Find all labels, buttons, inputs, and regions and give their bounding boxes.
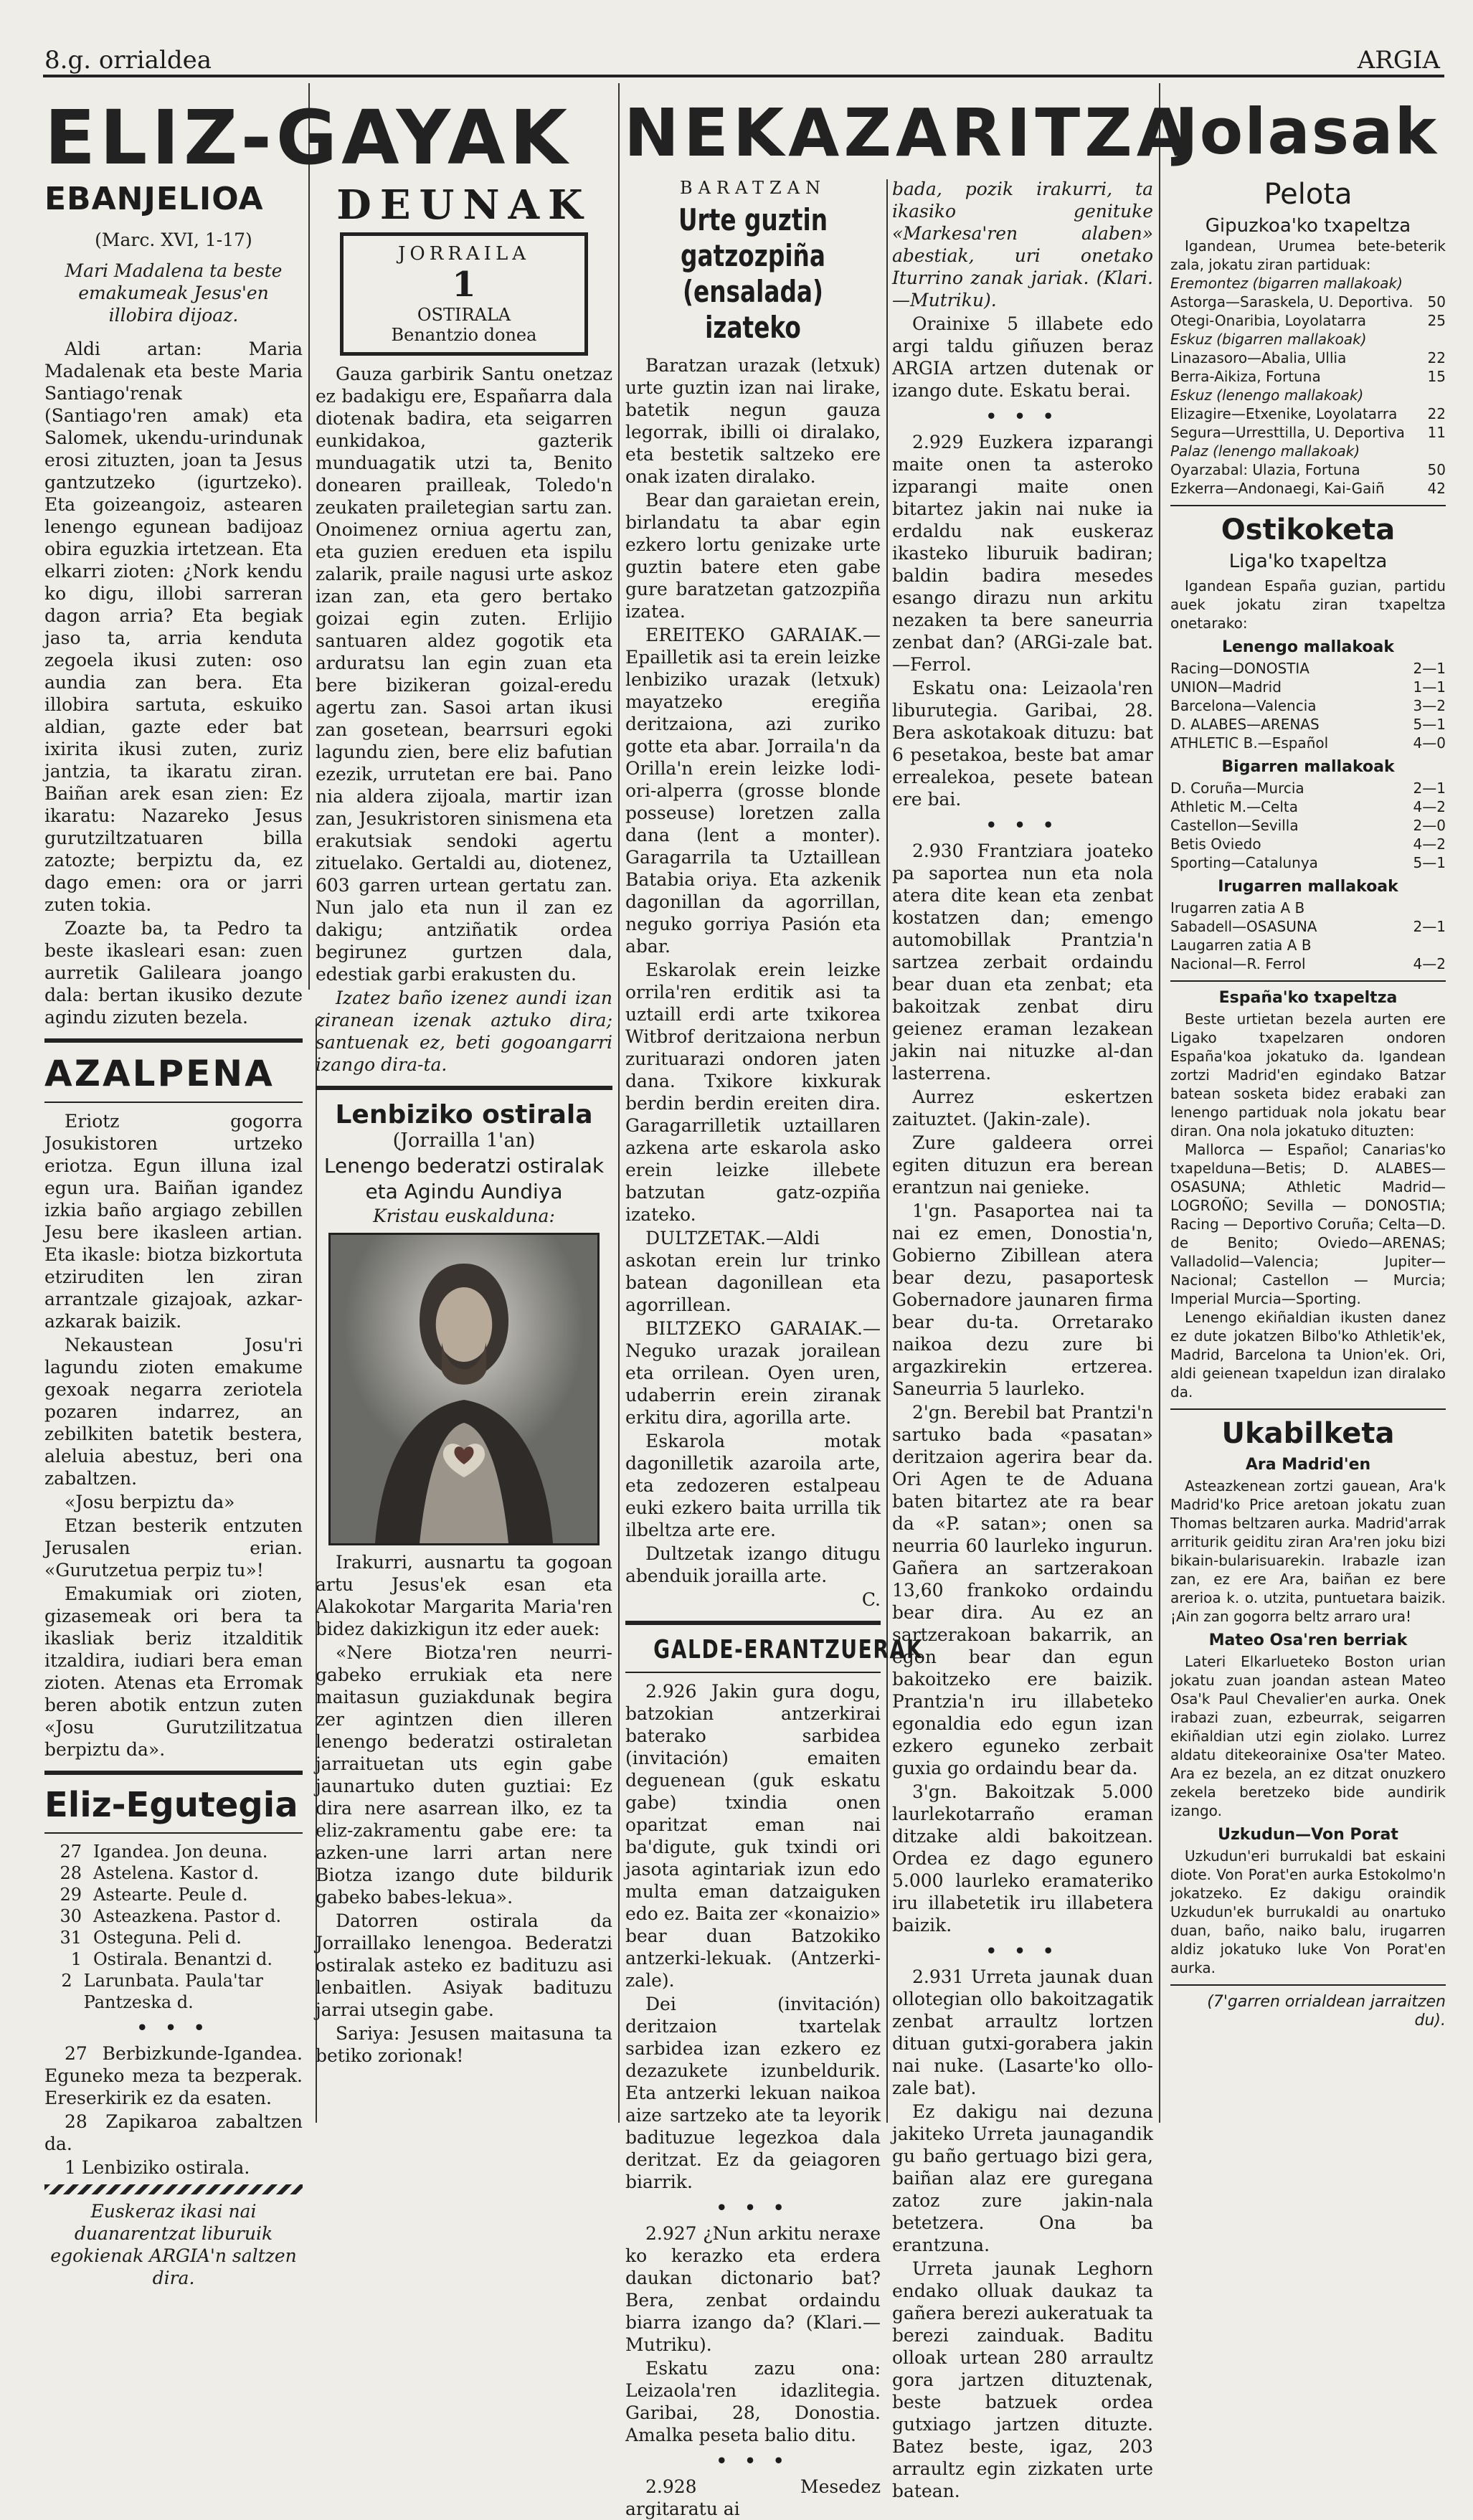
pelota-group: Eskuz (lenengo mallakoak)	[1170, 387, 1364, 404]
baratzan-paragraph: BILTZEKO GARAIAK.—Neguko urazak jorailean eta orrilean. Oyen uren, udaberrin erein ziranak erkitu dira, agorilla arte.	[625, 1318, 881, 1428]
ornament-dots: • • •	[716, 2450, 790, 2471]
azalpena-paragraph: Etzan besterik entzuten Jerusalen erian. «Gurutzetua perpiz tu»!	[44, 1515, 303, 1581]
section-divider	[1170, 505, 1446, 506]
pelota-group: Eskuz (bigarren mallakoak)	[1170, 331, 1367, 348]
result-row: Oyarzabal: Ulazia, Fortuna 50	[1170, 461, 1446, 478]
ostikoketa-subheading: Liga'ko txapeltza	[1228, 551, 1388, 572]
column-rule-1	[308, 83, 310, 990]
column-footer-note: Euskeraz ikasi nai duanarentzat liburuik egokienak ARGIA'n saltzen dira.	[50, 2201, 297, 2288]
page-number-label: 8.g. orrialdea	[44, 46, 212, 75]
league-heading: Bigarren mallakoak	[1221, 758, 1395, 776]
league-group: Irugarren zatia A B	[1170, 899, 1305, 916]
gospel-intro: Mari Madalena ta beste emakumeak Jesus'en illobira dijoaz.	[65, 260, 283, 326]
section-divider	[625, 1672, 881, 1673]
qa-paragraph: Dei (invitación) deritzaion txartelak sarbidea izan ezkero ez dezazukete izunbeldurik. Eta antzerki lekuan naikoa aize sartzeko ate ta leyorik badituzue legezkoa dala deritzat. Ez da geiagoren biarrik.	[625, 1994, 881, 2192]
banner-eliz-gayak: ELIZ-GAYAK	[44, 94, 572, 181]
masthead-brand: ARGIA	[1357, 46, 1440, 75]
calendar-row: 1 Ostirala. Benantzi d.	[70, 1949, 273, 1969]
header-rule	[43, 75, 1444, 77]
ornament-dots: • • •	[716, 2197, 790, 2218]
section-divider	[44, 1832, 303, 1834]
hatched-divider	[44, 2184, 303, 2194]
baratzan-signature: C.	[861, 1589, 881, 1610]
result-row: UNION—Madrid 1—1	[1170, 678, 1446, 696]
gospel-paragraph: Aldi artan: Maria Madalenak eta beste Maria Santiago'renak (Santiago'ren amak) eta Salomek, ukendu-urindunak erosi zituzten, joan ta Jesus gantzutzeko (igurtzeko). Eta goizeangoiz, astearen lenengo egunean badijoaz obira eguzkia irtetzean. Eta elkarri zioten: ¿Nork kendu ko digu, illobi sarreran dagon arria? Eta begiak jaso ta, arria kenduta zegoela ikusi zuten: oso aundia zan bera. Eta illobira sartuta, eskuiko aldian, gazte eder bat ixirita ikusi zuten, zuriz jantzia, ta ikaratu ziran. Baiñan arek esan zien: Ez ikaratu: Nazareko Jesus gurutziltzatuaren billa zatozte; berpiztu da, ez dago emen: ora or jarri zuten tokia.	[44, 338, 303, 915]
pelota-intro: Igandean, Urumea bete-beterik zala, jokatu ziran partiduak:	[1170, 237, 1446, 273]
boxing-paragraph: Uzkudun'eri burrukaldi bat eskaini diote. Von Porat'en aurka Estokolmo'n jokatzeko. Ez dakigu oraindik Uzkudun'ek burrukaldi au onartuko duan, baño, naiko balu, irugarren aldiz jokatuko luke Von Porat'en aurka.	[1170, 1847, 1446, 1976]
ornament-dots: • • •	[136, 2017, 211, 2038]
calendar-heading: Eliz-Egutegia	[44, 1785, 298, 1825]
qa-paragraph: 1'gn. Pasaportea nai ta nai ez emen, Donostia'n, Gobierno Zibillean atera bear dezu, pasaportesk Gobernadore jaunaren firma bear du-ta. Orretarako naikoa dezu zure bi argazkirekin ertzerea. Saneurria 5 laurleko.	[892, 1200, 1153, 1399]
section-divider	[316, 1086, 612, 1090]
pelota-subheading: Gipuzkoa'ko txapeltza	[1205, 215, 1411, 237]
qa-paragraph: 2.931 Urreta jaunak duan ollotegian ollo bakoitzagatik zenbat arraultz lortzen dituan gutxi-gorabera jakin nai nuke. (Lasarte'ko ollo-zale bat).	[892, 1966, 1153, 2098]
result-row: Sabadell—OSASUNA 2—1	[1170, 918, 1446, 935]
calendar-note: 27 Berbizkunde-Igandea. Eguneko meza ta bezperak. Ereserkirik ez da esaten.	[44, 2043, 303, 2108]
saint-box-month: JORRAILA	[398, 243, 530, 265]
baratzan-paragraph: Baratzan urazak (letxuk) urte guztin izan nai lirake, batetik negun gauza legorrak, ibilli oi diralako, eta bestetik saltzeko ere onak izaten diralako.	[625, 355, 881, 487]
qa-paragraph: 2'gn. Berebil bat Prantzi'n sartuko bada «pasatan» deritzaion agerira bear da. Ori Agen te de Aduana baten bitartez ate ra bear da «P. satan»; onen sa neurria 60 laurleko ingurun. Gañera an sartzerakoan 13,60 frankoko ordaindu bear dira. Au ez an sartzerakoan bakarrik, an egon bear dan egun bakoitzeko ere baizik. Prantzia'n iru illabeteko egonaldia edo egun izan ezkero eguneko zerbait guxia go ordaindu bear da.	[892, 1402, 1153, 1778]
section-divider	[44, 1038, 303, 1043]
saint-paragraph: Izatez baño izenez aundi izan ziranean izenak aztuko dira; santuenak ez, beti gogoangarri izango dira-ta.	[316, 987, 612, 1075]
baratzan-headline: Urte guztin gatzozpiña (ensalada) izateko	[678, 202, 828, 345]
first-friday-date: (Jorrailla 1'an)	[392, 1129, 536, 1152]
first-friday-paragraph: Sariya: Jesusen maitasuna ta betiko zorionak!	[316, 2023, 612, 2066]
first-friday-paragraph: «Nere Biotza'ren neurri-gabeko errukiak eta nere maitasun guziakdunak begira zer agintzen dien illeren lenengo bederatzi ostiraletan jarraituetan uts egin gabe jaunartuko duten guztiai: Ez dira nere asarrean ilko, ez ta eliz-zakramentu gabe ere: ta azken-une larri artan nere Biotza izango dute bildurik gabeko babes-lekua».	[316, 1642, 612, 1908]
qa-paragraph: 2.929 Euzkera izparangi maite onen ta asteroko izparangi maite onen bitartez jakin nai nuke ia erdaldu nak euskeraz ikasteko liburuik badiran; baldin badira mesedes esango dirazu nun arkitu nezaken ta bere saneurria zenbat dan? (ARGi-zale bat.—Ferrol.	[892, 432, 1153, 675]
ornament-dots: • • •	[985, 1941, 1060, 1961]
result-row: Athletic M.—Celta 4—2	[1170, 798, 1446, 815]
first-friday-paragraph: Datorren ostirala da Jorraillako lenengoa. Bederatzi ostiralak asteko ez badituzu asi lenbaitlen. Asiyak badituzu jarrai utsegin gabe.	[316, 1910, 612, 2020]
spain-cup-paragraph: Mallorca — Español; Canarias'ko txapelduna—Betis; D. ALABES—OSASUNA; Athletic Madrid—LOGROÑO; Sevilla — DONOSTIA; Racing — Deportivo Coruña; Celta—D. de Benito; Oviedo—ARENAS; Valladolid—Valencia; Jupiter—Nacional; Castellon — Murcia; Imperial Murcia—Sporting.	[1170, 1141, 1446, 1307]
saint-box-name: Benantzio donea	[391, 325, 537, 345]
qa-paragraph: 2.930 Frantziara joateko pa saportea nun eta nola atera dite kean eta zenbat kostatzen dan; emengo automobillak Prantzia'n sartzea zerbait ordaindu bear duan eta zenbat; eta bakoitzak zenbat diru geienez eraman lezakean jakin nai nituzke al-dan lasterrena.	[892, 840, 1153, 1084]
calendar-note: 1 Lenbiziko ostirala.	[65, 2157, 250, 2178]
saint-box-day: 1	[452, 265, 476, 305]
calendar-note: 28 Zapikaroa zabaltzen da.	[44, 2111, 303, 2154]
baratzan-paragraph: Eskarolak erein leizke orrila'ren erditik asi ta uztaill erdi arte txikorea Witbrof deritzaiona nerbun zurituarazi ondoren jaten dana. Txikore kixkurak berdin berdin ereiten dira. Garagarrilletik uztaillaren azkena arte eskarola asko erein leizke illebete batzutan gatz-ozpiña izateko.	[625, 960, 881, 1225]
league-group: Laugarren zatia A B	[1170, 937, 1312, 954]
section-divider	[44, 1771, 303, 1775]
spain-cup-paragraph: Lenengo ekiñaldian ikusten danez ez dute jokatzen Bilbo'ko Athletik'ek, Madrid, Barcelona ta Union'ek. Ori, aldi geienean txapeldun izan diralako da.	[1170, 1309, 1446, 1401]
column-nekazaritza	[625, 178, 924, 2519]
azalpena-heading: AZALPENA	[44, 1053, 275, 1094]
qa-paragraph: 2.928 Mesedez argitaratu ai	[625, 2476, 881, 2519]
column-elizgayak	[44, 181, 303, 2288]
column-rule-4	[1159, 83, 1160, 2123]
qa-paragraph: 2.926 Jakin gura dogu, batzokian antzerkirai baterako sarbidea (invitación) emaiten deguenean (guk eskatu gabe) txindia onen oparitzat eman nai ba'digute, guk txindi ori jasota agintariak izun edo multa eman datzaiguken edo ez. Baita zer «konaizio» bear duan Batzokiko antzerki-lekuak. (Antzerki-zale).	[625, 1681, 881, 1991]
continued-note: (7'garren orrialdean jarraitzen du).	[1207, 1993, 1446, 2029]
calendar-row: 31 Osteguna. Peli d.	[60, 1928, 242, 1948]
boxing-paragraph: Lateri Elkarlueteko Boston urian jokatu zuan joandan astean Mateo Osa'k Paul Chevalier'en aurka. Onek irabazi zuan, ezbeurrak, seigarren ekiñaldian utzi egin ziolako. Lurrez aldatu ditekeorainixe Osa'ter Mateo. Ara ez bezela, an ez ditzat onuzkero zekela beretzeko bide aundirik izango.	[1170, 1653, 1446, 1819]
qa-paragraph: 2.927 ¿Nun arkitu neraxe ko kerazko eta erdera daukan dictonario bat? Bera, zenbat ordaindu biarra izango da? (Klari.—Mutriku).	[625, 2223, 881, 2355]
section-divider	[1170, 980, 1446, 982]
first-friday-byline: Kristau euskalduna:	[373, 1205, 555, 1226]
league-heading: Lenengo mallakoak	[1221, 638, 1395, 656]
first-friday-paragraph: Irakurri, ausnartu ta gogoan artu Jesus'ek esan eta Alakokotar Margarita Maria'ren bidez dakizkigun itz eder auek:	[316, 1552, 612, 1639]
result-row: ATHLETIC B.—Español 4—0	[1170, 734, 1446, 752]
sacred-heart-illustration	[331, 1235, 597, 1543]
boxing-subheading: Mateo Osa'ren berriak	[1208, 1631, 1408, 1649]
calendar-row: 28 Astelena. Kastor d.	[60, 1863, 260, 1883]
first-friday-subheading: Lenengo bederatzi ostiralak eta Agindu Aundiya	[323, 1154, 605, 1203]
calendar-row: 30 Asteazkena. Pastor d.	[60, 1906, 282, 1926]
result-row: Elizagire—Etxenike, Loyolatarra 22	[1170, 405, 1446, 422]
boxing-subheading: Ara Madrid'en	[1245, 1456, 1371, 1474]
baratzan-paragraph: DULTZETAK.—Aldi askotan erein lur trinko batean dagonillean eta agorrillean.	[625, 1228, 881, 1315]
calendar-row: 2 Larunbata. Paula'tar Pantzeska d.	[61, 1971, 263, 2012]
result-row: D. Coruña—Murcia 2—1	[1170, 780, 1446, 797]
azalpena-paragraph: Emakumiak ori zioten, gizasemeak ori bera ta ikasliak beriz itzalditik itzaldira, iudiari bera eman zioten. Atenas eta Erromak beren abotik entzun zuten «Josu Gurutzilitzatua berpiztu da».	[44, 1583, 303, 1760]
boxing-subheading: Uzkudun—Von Porat	[1218, 1826, 1398, 1844]
result-row: Barcelona—Valencia 3—2	[1170, 697, 1446, 714]
azalpena-paragraph: «Josu berpiztu da»	[65, 1492, 235, 1512]
column-jolasak	[1170, 178, 1446, 2144]
qa-paragraph: bada, pozik irakurri, ta ikasiko genituke «Markesa'ren alaben» abestiak, uri onetako Iturrino zanak jariak. (Klari.—Mutriku).	[892, 179, 1153, 311]
sacred-heart-image	[328, 1233, 600, 1545]
result-row: Berra-Aikiza, Fortuna 15	[1170, 368, 1446, 385]
qa-paragraph: Ez dakigu nai dezuna jakiteko Urreta jaunagandik gu baño gertuago bizi gera, baiñan alaz ere guregana zatoz zure jakin-nala betetzera. Ona ba erantzuna.	[892, 2101, 1153, 2255]
result-row: Betis Oviedo 4—2	[1170, 835, 1446, 853]
result-row: Otegi-Onaribia, Loyolatarra 25	[1170, 312, 1446, 329]
ostikoketa-intro: Igandean España guzian, partidu auek jokatu ziran txapeltza onetarako:	[1170, 577, 1446, 632]
qa-paragraph: 3'gn. Bakoitzak 5.000 laurlekotarraño eraman ditzake aldi bakoitzean. Ordea ez dago egunero 5.000 laurleko eramateriko iru illabetetik iru illabetera baizik.	[892, 1781, 1153, 1936]
column-rule-2	[618, 83, 620, 2123]
qa-paragraph: Zure galdeera orrei egiten dituzun era berean erantzun nai genieke.	[892, 1132, 1153, 1198]
ornament-dots: • • •	[985, 406, 1060, 427]
baratzan-paragraph: Bear dan garaietan erein, birlandatu ta abar egin ezkero lortu genizake urte guztin batere eten gabe gure baratzetan gatzozpiña izatea.	[625, 490, 881, 622]
spain-cup-heading: España'ko txapeltza	[1218, 989, 1398, 1007]
baratzan-paragraph: EREITEKO GARAIAK.—Epailletik asi ta erein leizke lenbiziko urazak (letxuk) mayatzeko eregiña deritzaiona, azi zuriko gotte eta abar. Jorraila'n da Orilla'n erein leizke lodi-ori-alperra (grosse blonde posseuse) loretzen zalla dana (lent a monter). Garagarrila ta Uztaillean Batabia oriya. Eta azkenik dagonillan da agorrillan, neguko gorriya Pasión eta abar.	[625, 625, 881, 957]
column-rule-3	[886, 179, 888, 2123]
qa-paragraph: Eskatu zazu ona: Leizaola'ren idazlitegia. Garibai, 28, Donostia. Amalka peseta balio ditu.	[625, 2358, 881, 2445]
qa-paragraph: Aurrez eskertzen zaituztet. (Jakin-zale).	[892, 1086, 1153, 1129]
spain-cup-paragraph: Beste urtietan bezela aurten ere Ligako txapelzaren ondoren España'koa jokatuko da. Igandean zortzi Madrid'en egindako Batzar batean sosketa bidez erabaki zan lenengo partiduak nola jokatu bear diran. Ona nola jokatuko dituzten:	[1170, 1010, 1446, 1140]
league-heading: Irugarren mallakoak	[1218, 878, 1398, 896]
result-row: Sporting—Catalunya 5—1	[1170, 854, 1446, 871]
azalpena-paragraph: Eriotz gogorra Josukistoren urtzeko eriotza. Egun illuna izal egun ura. Baiñan igandez izkia baño argiago zebillen Jesu bere ikasleen artian. Eta ikasle: biotza bizkortuta etziruditen len ziran arrantzale gizajoak, azkar-azkarak baizik.	[44, 1111, 303, 1332]
column-deunak	[316, 181, 612, 2144]
section-divider	[1170, 1984, 1446, 1986]
result-row: Racing—DONOSTIA 2—1	[1170, 660, 1446, 677]
ukabilketa-heading: Ukabilketa	[1221, 1417, 1395, 1450]
galde-erantzuerak-heading: GALDE-ERANTZUERAK	[653, 1635, 924, 1664]
saint-paragraph: Gauza garbirik Santu onetzaz ez badakigu ere, Españarra dala diotenak badira, eta seigarren eunkidakoa, gazterik munduagatik utzi ta, Benito donearen prailleak, Toledo'n zeukaten prailetegian sartu zan. Onoimenez orniua agertu zan, eta guzien ereduen eta ispilu zalarik, praile nagusi urte askoz izan zan, eta gero bertako goizai egin zuten. Erlijio santuaren aldez gogotik eta arduratsu lan egin zuan eta bere bizikeran goizal-eredu agertu zan. Sasoi artan ikusi zan gosetean, bearrsuri egoki lagundu zien, bere eliz bafutian ezezik, urrutetan ere bai. Pano nia aldera zijoala, martir izan zan, Jesukristoren sinismena eta erakutsiak sendoki agertu zituelako. Gertaldi au, diotenez, 603 garren urtean gertatu zan. Nun jalo eta nun il zan ez dakigu; antziñatik ordea begirunez gurtzen dala, edestiak garbi erakusten du.	[316, 364, 612, 985]
result-row: Segura—Urresttilla, U. Deportiva 11	[1170, 424, 1446, 441]
result-row: Nacional—R. Ferrol 4—2	[1170, 955, 1446, 972]
saint-box-weekday: OSTIRALA	[417, 305, 511, 325]
gospel-title: EBANJELIOA	[44, 181, 264, 217]
gospel-reference: (Marc. XVI, 1-17)	[95, 229, 252, 250]
calendar-row: 29 Astearte. Peule d.	[60, 1885, 248, 1905]
section-divider	[625, 1621, 881, 1625]
pelota-group: Eremontez (bigarren mallakoak)	[1170, 275, 1403, 292]
boxing-paragraph: Asteazkenean zortzi gauean, Ara'k Madrid'ko Price aretoan jokatu zuan Thomas beltzaren aurka. Madrid'arrak arriturik geiditu ziran Ara'ren joku bizi bikain-bularisuarekin. Irabazle izan zan, ez ere Ara, baiñan ez bere arerioa k. o. utzita, puntuetara baizik. ¡Ain zan gogorra beltz arraro ura!	[1170, 1477, 1446, 1625]
result-row: Linazasoro—Abalia, Ullia 22	[1170, 349, 1446, 366]
qa-paragraph: Eskatu ona: Leizaola'ren liburutegia. Garibai, 28. Bera askotakoak dituzu: bat 6 pesetakoa, beste bat amar errealekoa, pesete batean ere bai.	[892, 678, 1153, 810]
ostikoketa-heading: Ostikoketa	[1221, 513, 1396, 546]
saint-date-box	[340, 232, 588, 356]
qa-paragraph: Orainixe 5 illabete edo argi taldu giñuzen beraz ARGIA artzen dutenak or izango dute. Eskatu berai.	[892, 313, 1153, 401]
azalpena-paragraph: Nekaustean Josu'ri lagundu zioten emakume gexoak negarra zeriotela pozaren indarrez, an zebilkiten batetik bestera, aleluia abestuz, beri ona zabaltzen.	[44, 1335, 303, 1489]
banner-jolasak: Jolasak	[1175, 95, 1439, 169]
baratzan-paragraph: Eskarola motak dagonilletik azaroila arte, eta zedozeren estalpeau euki ezkero baita urrilla tik ilbeltza arte ere.	[625, 1431, 881, 1540]
ornament-dots: • • •	[985, 815, 1060, 835]
section-divider	[44, 1102, 303, 1103]
pelota-group: Palaz (lenengo mallakoak)	[1170, 442, 1360, 460]
result-row: D. ALABES—ARENAS 5—1	[1170, 716, 1446, 733]
first-friday-heading: Lenbiziko ostirala	[335, 1100, 593, 1129]
result-row: Astorga—Saraskela, U. Deportiva. 50	[1170, 293, 1446, 311]
deunak-heading: DEUNAK	[336, 181, 592, 229]
qa-paragraph: Urreta jaunak Leghorn endako olluak daukaz ta gañera berezi aukeratuak ta berezi zainduak. Baditu olloak urtean 280 arraultz gora jartzen dituztenak, beste batzuek ordea gutxiago jartzen dituzte. Batez beste, igaz, 203 arraultz egin zizkaten urte batean.	[892, 2258, 1153, 2501]
baratzan-kicker: BARATZAN	[679, 178, 827, 198]
gospel-paragraph: Zoazte ba, ta Pedro ta beste ikasleari esan: zuen aurretik Galileara joango dala: bertan ikusiko dezute agindu zizuten bezela.	[44, 918, 303, 1028]
result-row: Castellon—Sevilla 2—0	[1170, 817, 1446, 834]
pelota-heading: Pelota	[1264, 178, 1353, 211]
result-row: Ezkerra—Andonaegi, Kai-Gaiñ 42	[1170, 480, 1446, 497]
baratzan-paragraph: Dultzetak izango ditugu abenduik jorailla arte.	[625, 1543, 881, 1586]
calendar-row: 27 Igandea. Jon deuna.	[60, 1842, 268, 1862]
section-divider	[1170, 1408, 1446, 1410]
banner-nekazaritza: NEKAZARITZA	[624, 95, 1192, 171]
column-qa-continued	[892, 178, 1153, 2501]
